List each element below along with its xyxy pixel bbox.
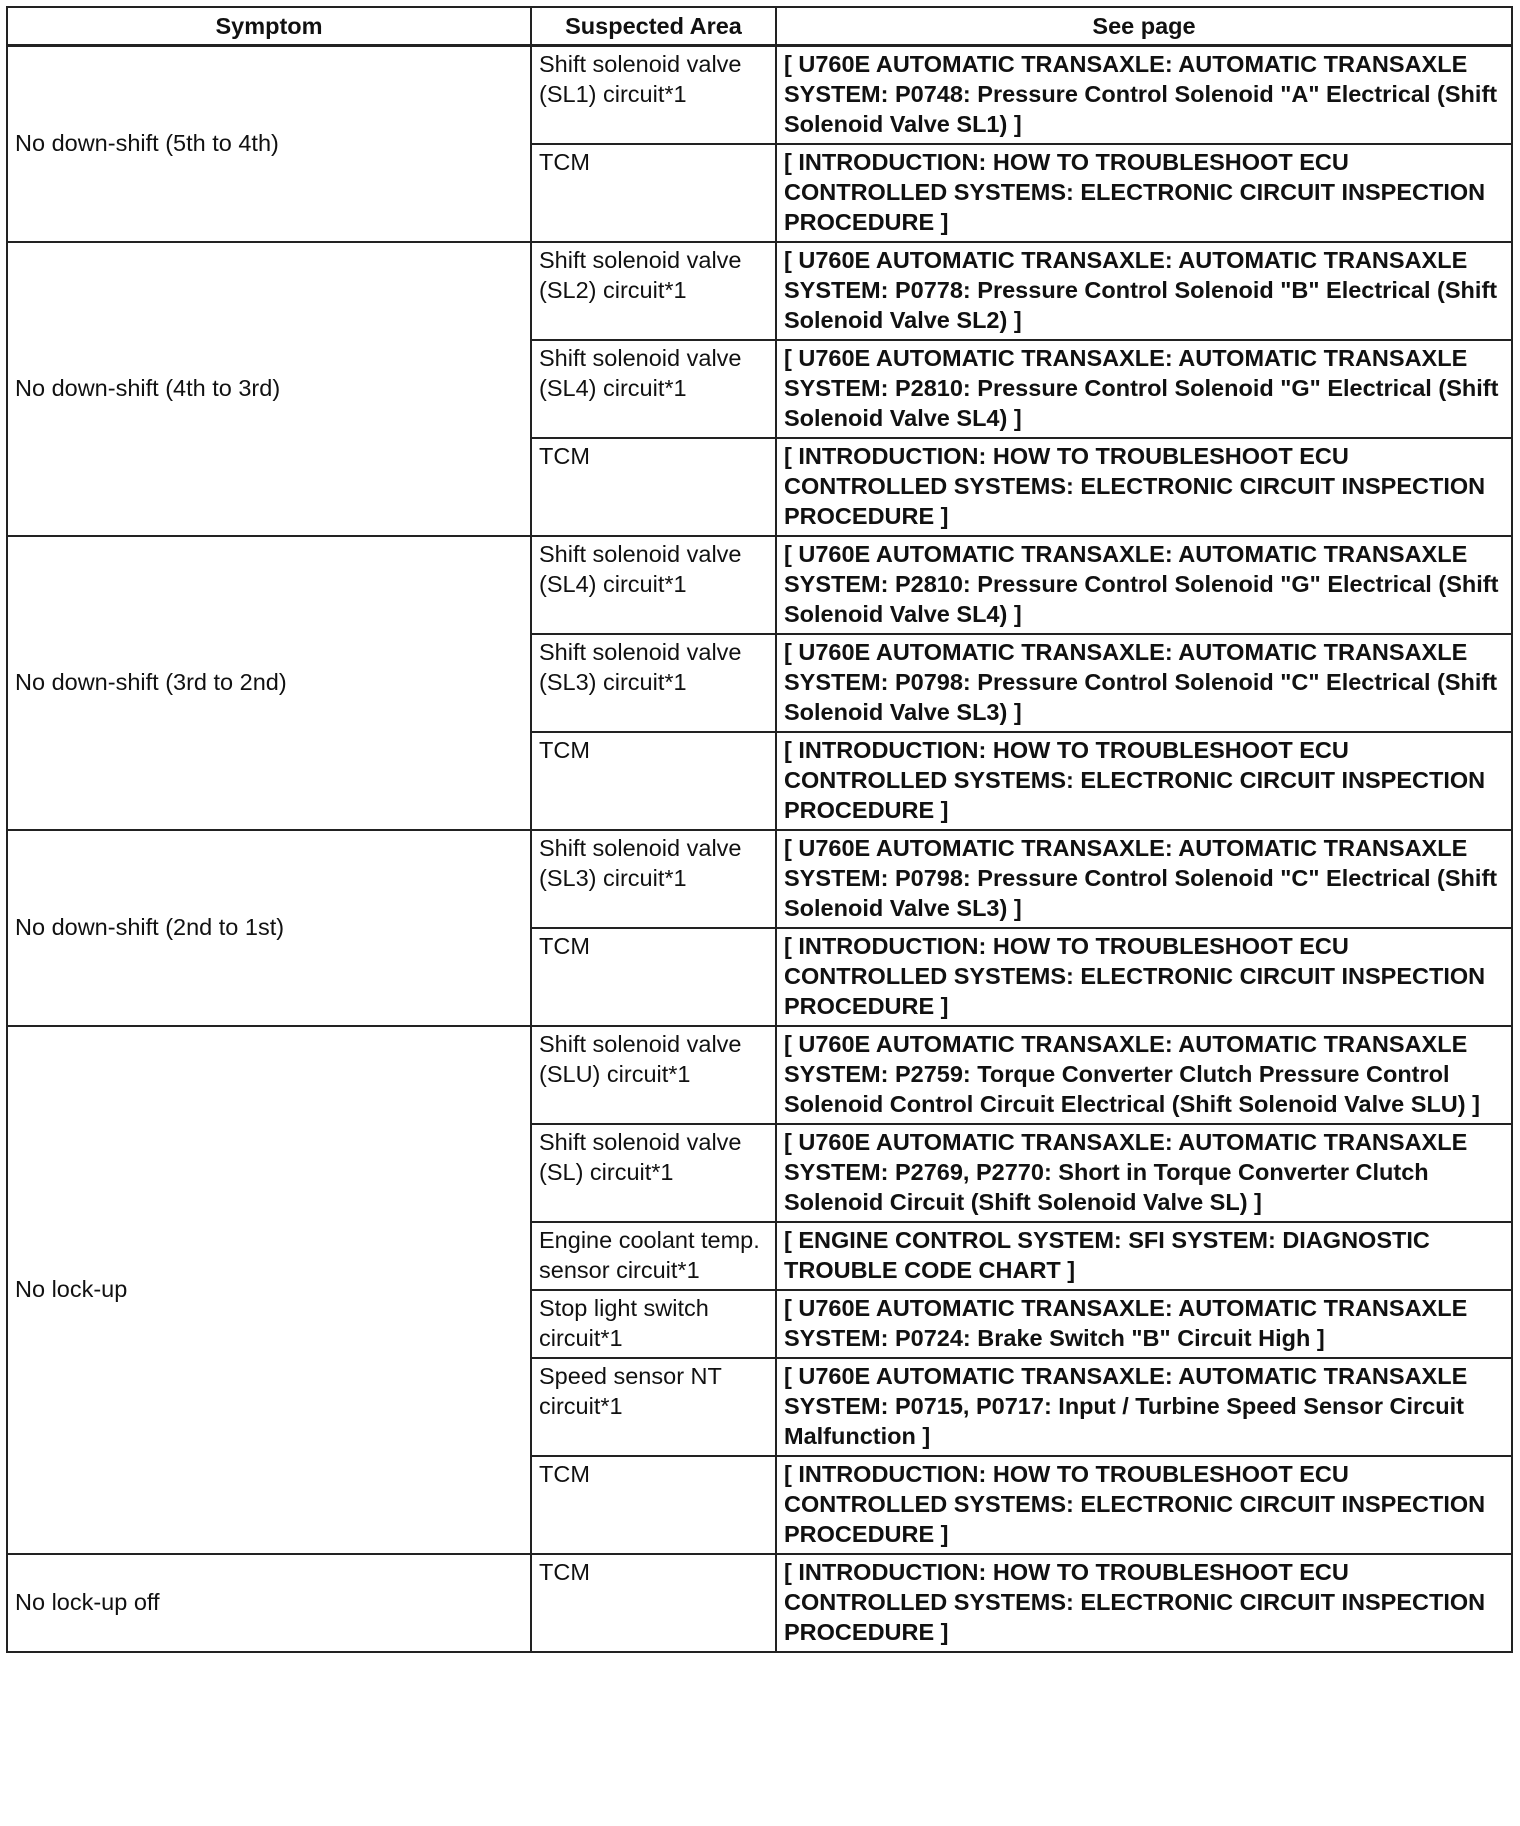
suspected-area-cell: Stop light switch circuit*1 [531, 1290, 776, 1358]
header-row [7, 7, 1512, 46]
suspected-area-cell: TCM [531, 1554, 776, 1652]
see-page-cell: [ INTRODUCTION: HOW TO TROUBLESHOOT ECU CONTROLLED SYSTEMS: ELECTRONIC CIRCUIT INSPECTION PROCEDURE ] [776, 144, 1512, 242]
header-symptom: Symptom [7, 7, 531, 46]
table-row [7, 1554, 1512, 1652]
header-see-page: See page [776, 7, 1512, 46]
symptom-cell: No down-shift (2nd to 1st) [7, 830, 531, 1026]
suspected-area-cell: Shift solenoid valve (SL3) circuit*1 [531, 634, 776, 732]
header-suspected-area: Suspected Area [531, 7, 776, 46]
symptom-cell: No down-shift (5th to 4th) [7, 46, 531, 243]
see-page-cell: [ U760E AUTOMATIC TRANSAXLE: AUTOMATIC TRANSAXLE SYSTEM: P0798: Pressure Control Solenoid "C" Electrical (Shift Solenoid Valve SL3) ] [776, 830, 1512, 928]
symptom-cell: No lock-up [7, 1026, 531, 1554]
symptom-table [6, 6, 1513, 1653]
suspected-area-cell: TCM [531, 144, 776, 242]
suspected-area-cell: Shift solenoid valve (SL4) circuit*1 [531, 340, 776, 438]
suspected-area-cell: Speed sensor NT circuit*1 [531, 1358, 776, 1456]
table-row [7, 536, 1512, 634]
see-page-cell: [ INTRODUCTION: HOW TO TROUBLESHOOT ECU CONTROLLED SYSTEMS: ELECTRONIC CIRCUIT INSPECTION PROCEDURE ] [776, 1554, 1512, 1652]
see-page-cell: [ U760E AUTOMATIC TRANSAXLE: AUTOMATIC TRANSAXLE SYSTEM: P2759: Torque Converter Clutch Pressure Control Solenoid Control Circuit Electrical (Shift Solenoid Valve SLU) ] [776, 1026, 1512, 1124]
symptom-cell: No down-shift (3rd to 2nd) [7, 536, 531, 830]
suspected-area-cell: TCM [531, 928, 776, 1026]
see-page-cell: [ U760E AUTOMATIC TRANSAXLE: AUTOMATIC TRANSAXLE SYSTEM: P2810: Pressure Control Solenoid "G" Electrical (Shift Solenoid Valve SL4) ] [776, 340, 1512, 438]
see-page-cell: [ U760E AUTOMATIC TRANSAXLE: AUTOMATIC TRANSAXLE SYSTEM: P0798: Pressure Control Solenoid "C" Electrical (Shift Solenoid Valve SL3) ] [776, 634, 1512, 732]
see-page-cell: [ U760E AUTOMATIC TRANSAXLE: AUTOMATIC TRANSAXLE SYSTEM: P2769, P2770: Short in Torque Converter Clutch Solenoid Circuit (Shift Solenoid Valve SL) ] [776, 1124, 1512, 1222]
table-row [7, 830, 1512, 928]
suspected-area-cell: Shift solenoid valve (SL2) circuit*1 [531, 242, 776, 340]
see-page-cell: [ INTRODUCTION: HOW TO TROUBLESHOOT ECU CONTROLLED SYSTEMS: ELECTRONIC CIRCUIT INSPECTION PROCEDURE ] [776, 732, 1512, 830]
see-page-cell: [ U760E AUTOMATIC TRANSAXLE: AUTOMATIC TRANSAXLE SYSTEM: P0724: Brake Switch "B" Circuit High ] [776, 1290, 1512, 1358]
suspected-area-cell: Shift solenoid valve (SLU) circuit*1 [531, 1026, 776, 1124]
suspected-area-cell: Shift solenoid valve (SL) circuit*1 [531, 1124, 776, 1222]
suspected-area-cell: Shift solenoid valve (SL1) circuit*1 [531, 46, 776, 145]
table-row [7, 46, 1512, 145]
see-page-cell: [ ENGINE CONTROL SYSTEM: SFI SYSTEM: DIAGNOSTIC TROUBLE CODE CHART ] [776, 1222, 1512, 1290]
table-row [7, 242, 1512, 340]
see-page-cell: [ U760E AUTOMATIC TRANSAXLE: AUTOMATIC TRANSAXLE SYSTEM: P0715, P0717: Input / Turbine Speed Sensor Circuit Malfunction ] [776, 1358, 1512, 1456]
table-row [7, 1026, 1512, 1124]
suspected-area-cell: TCM [531, 732, 776, 830]
suspected-area-cell: Shift solenoid valve (SL4) circuit*1 [531, 536, 776, 634]
see-page-cell: [ INTRODUCTION: HOW TO TROUBLESHOOT ECU CONTROLLED SYSTEMS: ELECTRONIC CIRCUIT INSPECTION PROCEDURE ] [776, 928, 1512, 1026]
symptom-cell: No lock-up off [7, 1554, 531, 1652]
see-page-cell: [ U760E AUTOMATIC TRANSAXLE: AUTOMATIC TRANSAXLE SYSTEM: P0748: Pressure Control Solenoid "A" Electrical (Shift Solenoid Valve SL1) ] [776, 46, 1512, 145]
suspected-area-cell: Shift solenoid valve (SL3) circuit*1 [531, 830, 776, 928]
see-page-cell: [ INTRODUCTION: HOW TO TROUBLESHOOT ECU CONTROLLED SYSTEMS: ELECTRONIC CIRCUIT INSPECTION PROCEDURE ] [776, 438, 1512, 536]
symptom-cell: No down-shift (4th to 3rd) [7, 242, 531, 536]
suspected-area-cell: TCM [531, 1456, 776, 1554]
see-page-cell: [ U760E AUTOMATIC TRANSAXLE: AUTOMATIC TRANSAXLE SYSTEM: P0778: Pressure Control Solenoid "B" Electrical (Shift Solenoid Valve SL2) ] [776, 242, 1512, 340]
suspected-area-cell: TCM [531, 438, 776, 536]
see-page-cell: [ U760E AUTOMATIC TRANSAXLE: AUTOMATIC TRANSAXLE SYSTEM: P2810: Pressure Control Solenoid "G" Electrical (Shift Solenoid Valve SL4) ] [776, 536, 1512, 634]
see-page-cell: [ INTRODUCTION: HOW TO TROUBLESHOOT ECU CONTROLLED SYSTEMS: ELECTRONIC CIRCUIT INSPECTION PROCEDURE ] [776, 1456, 1512, 1554]
suspected-area-cell: Engine coolant temp. sensor circuit*1 [531, 1222, 776, 1290]
